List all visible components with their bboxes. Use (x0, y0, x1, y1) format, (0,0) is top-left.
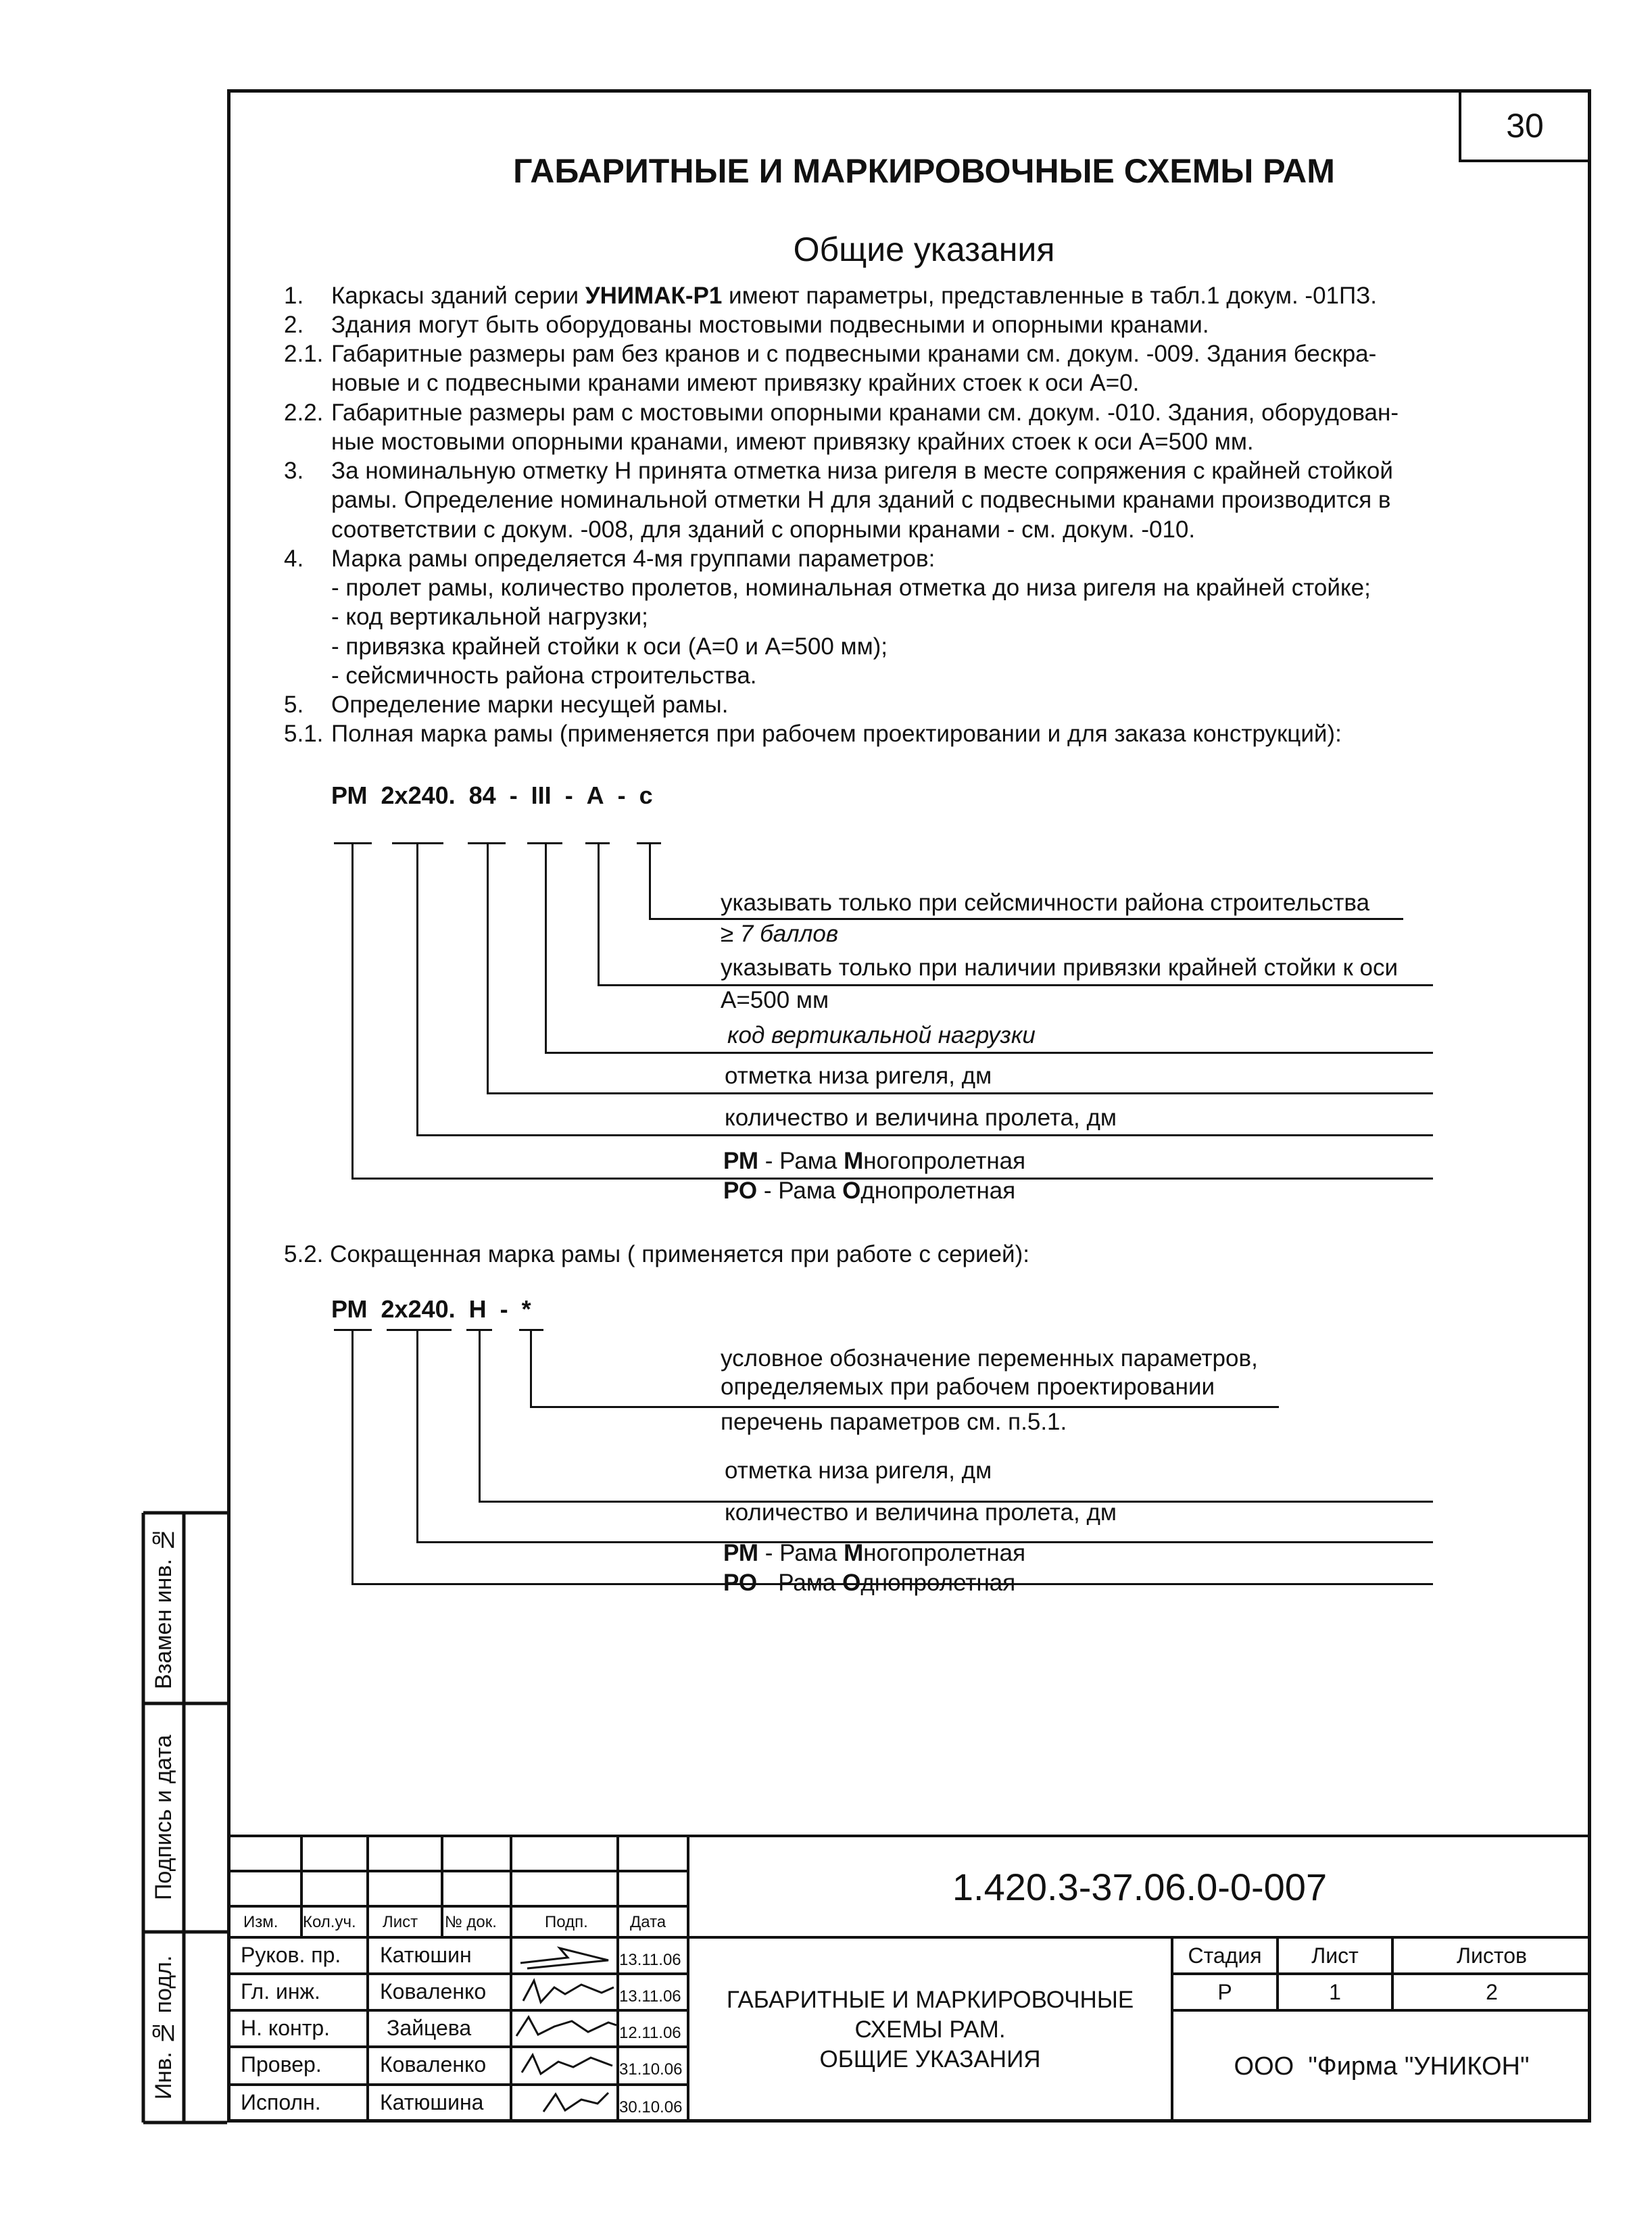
side-label-zamen: Взамен инв. № (151, 1526, 176, 1690)
item-number: 2.1. (284, 341, 324, 367)
row-date: 31.10.06 (619, 2060, 683, 2079)
row-date: 13.11.06 (619, 1951, 681, 1969)
sheet-title-line: ОБЩИЕ УКАЗАНИЯ (819, 2046, 1041, 2073)
row-role: Провер. (241, 2052, 322, 2077)
signature-icon (516, 2017, 616, 2036)
row-name: Зайцева (387, 2016, 472, 2040)
list-item: - код вертикальной нагрузки; (331, 604, 648, 630)
list-item: ные мостовыми опорными кранами, имеют привязку крайних стоек к оси А=500 мм. (331, 429, 1254, 455)
list-item: Определение марки несущей рамы. (331, 692, 729, 718)
short-mark: РМ 2х240. Н - * (331, 1295, 531, 1323)
label-params-2: определяемых при рабочем проектировании (721, 1374, 1215, 1400)
item-number: 5. (284, 692, 304, 718)
sheet-label: Лист (1311, 1943, 1359, 1968)
list-item: Габаритные размеры рам без кранов и с подвесными кранами см. докум. -009. Здания бескра- (331, 341, 1377, 367)
list-item: соответствии с докум. -008, для зданий с опорными кранами - см. докум. -010. (331, 516, 1196, 543)
list-item: рамы. Определение номинальной отметки Н для зданий с подвесными кранами производится в (331, 487, 1391, 513)
company-name: ООО "Фирма "УНИКОН" (1234, 2052, 1530, 2081)
item-number: 2. (284, 312, 304, 338)
list-item: 5.2. Сокращенная марка рамы ( применяется при работе с серией): (284, 1241, 1029, 1267)
item-number: 2.2. (284, 399, 324, 426)
item-number: 5.1. (284, 721, 324, 747)
page-number: 30 (1459, 89, 1591, 162)
item-number: 4. (284, 546, 304, 572)
signature-icon (520, 1948, 608, 1968)
list-item: - сейсмичность района строительства. (331, 662, 757, 689)
header-date: Дата (630, 1913, 666, 1931)
label-seismic: указывать только при сейсмичности района строительства (721, 890, 1370, 916)
sheets-value: 2 (1486, 1979, 1498, 2004)
label-height: отметка низа ригеля, дм (725, 1457, 992, 1484)
item-number: 1. (284, 283, 304, 309)
list-item: Каркасы зданий серии УНИМАК-Р1 имеют параметры, представленные в табл.1 докум. -01ПЗ. (331, 283, 1378, 309)
label-load: код вертикальной нагрузки (727, 1022, 1036, 1048)
label-binding: указывать только при наличии привязки крайней стойки к оси (721, 954, 1399, 981)
row-date: 13.11.06 (619, 1987, 681, 2006)
row-name: Катюшина (380, 2090, 484, 2114)
header-kolvo: Кол.уч. (303, 1913, 356, 1931)
label-height: отметка низа ригеля, дм (725, 1063, 992, 1089)
row-name: Коваленко (380, 2052, 487, 2077)
list-item: новые и с подвесными кранами имеют привязку крайних стоек к оси А=0. (331, 370, 1140, 396)
header-izm: Изм. (243, 1913, 278, 1931)
label-span: количество и величина пролета, дм (725, 1499, 1117, 1526)
label-span: количество и величина пролета, дм (725, 1105, 1117, 1131)
label-params-ref: перечень параметров см. п.5.1. (721, 1409, 1067, 1435)
page-title: ГАБАРИТНЫЕ И МАРКИРОВОЧНЫЕ СХЕМЫ РАМ (513, 152, 1335, 190)
signature-icon (522, 2055, 612, 2074)
sheets-label: Листов (1457, 1943, 1527, 1968)
row-role: Исполн. (241, 2090, 321, 2114)
row-name: Коваленко (380, 1979, 487, 2004)
stage-label: Стадия (1188, 1943, 1262, 1968)
list-item: - привязка крайней стойки к оси (А=0 и А=500 мм); (331, 633, 888, 660)
side-label-inv: Инв. № подл. (151, 1955, 176, 2100)
label-seismic-value: ≥ 7 баллов (721, 921, 839, 947)
signature-icon (543, 2093, 608, 2112)
row-date: 30.10.06 (619, 2098, 683, 2116)
sheet-title (688, 1937, 1172, 2123)
row-date: 12.11.06 (619, 2024, 681, 2042)
sheet-value: 1 (1329, 1979, 1341, 2004)
header-doc: № док. (445, 1913, 497, 1931)
row-role: Руков. пр. (241, 1943, 341, 1967)
row-role: Н. контр. (241, 2016, 331, 2040)
sheet-title-line: ГАБАРИТНЫЕ И МАРКИРОВОЧНЫЕ (726, 1987, 1134, 2013)
stage-value: Р (1217, 1979, 1232, 2004)
header-podp: Подп. (545, 1913, 588, 1931)
label-ro: РО - Рама Однопролетная (723, 1178, 1016, 1204)
list-item: За номинальную отметку Н принята отметка низа ригеля в месте сопряжения с крайней стойкой (331, 458, 1393, 484)
list-item: - пролет рамы, количество пролетов, номинальная отметка до низа ригеля на крайней стойке; (331, 575, 1371, 601)
full-mark: РМ 2х240. 84 - III - А - с (331, 781, 653, 809)
sheet-title-line: СХЕМЫ РАМ. (854, 2016, 1006, 2043)
label-rm: РМ - Рама Многопролетная (723, 1540, 1026, 1566)
signature-icon (523, 1981, 614, 2002)
label-binding-value: А=500 мм (721, 987, 829, 1013)
label-params: условное обозначение переменных параметров, (721, 1345, 1258, 1372)
list-item: Здания могут быть оборудованы мостовыми подвесными и опорными кранами. (331, 312, 1209, 338)
item-number: 3. (284, 458, 304, 484)
row-name: Катюшин (380, 1943, 472, 1967)
row-role: Гл. инж. (241, 1979, 320, 2004)
list-item: Полная марка рамы (применяется при рабочем проектировании и для заказа конструкций): (331, 721, 1342, 747)
label-ro: РО - Рама Однопролетная (723, 1570, 1016, 1596)
side-label-podpis: Подпись и дата (151, 1735, 176, 1901)
page-subtitle: Общие указания (793, 231, 1055, 268)
doc-number: 1.420.3-37.06.0-0-007 (952, 1865, 1328, 1908)
list-item: Габаритные размеры рам с мостовыми опорными кранами см. докум. -010. Здания, оборудован- (331, 399, 1399, 426)
header-list: Лист (383, 1913, 418, 1931)
label-rm: РМ - Рама Многопролетная (723, 1148, 1026, 1174)
list-item: Марка рамы определяется 4-мя группами параметров: (331, 546, 936, 572)
